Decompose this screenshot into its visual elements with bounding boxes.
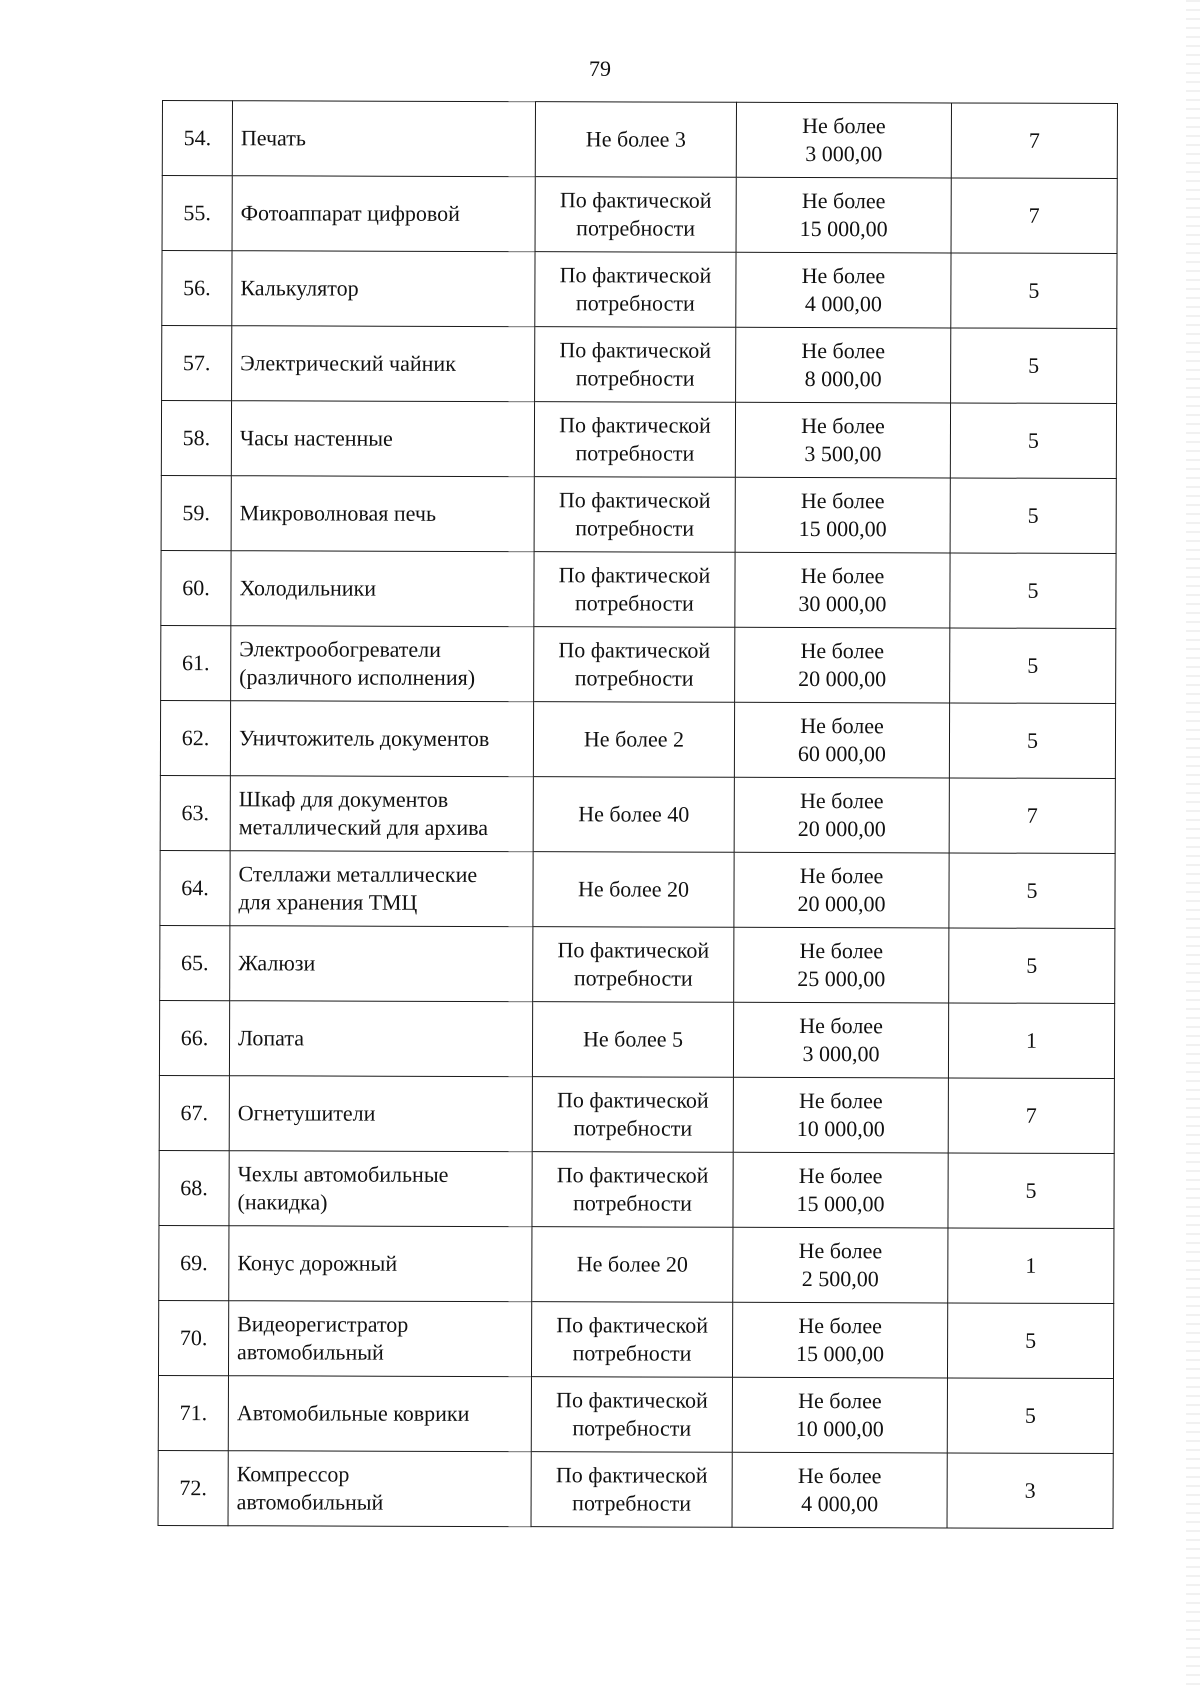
item-quantity-line: По фактической [559,187,712,213]
table-row [160,850,1115,928]
item-price [734,702,949,778]
item-price-line: 15 000,00 [799,216,888,242]
item-quantity-line: По фактической [558,562,711,588]
item-quantity-line: потребности [575,440,695,466]
item-price-line: 15 000,00 [796,1340,885,1367]
item-quantity [531,1302,732,1378]
item-quantity [532,1152,733,1228]
item-price [734,852,949,928]
row-number: 64. [160,850,230,925]
item-price-line: Не более [799,788,884,814]
item-term: 5 [949,853,1115,929]
item-name [231,476,534,552]
item-quantity [534,402,735,478]
item-name-line: Конус дорожный [237,1250,398,1276]
table-body [158,101,1117,1529]
item-name [228,1301,531,1377]
item-name-line: Автомобильные коврики [236,1400,470,1426]
item-name [229,1151,532,1227]
item-name-line: Фотоаппарат цифровой [240,200,461,226]
item-price-line: Не более [801,338,886,364]
table-row [158,1300,1113,1378]
item-quantity [533,777,734,853]
table-row [162,176,1117,254]
item-price-line: Не более [802,113,886,139]
item-quantity [532,1077,733,1153]
item-name-line: (накидка) [237,1189,328,1215]
item-price [736,177,951,253]
item-term: 5 [950,403,1116,479]
item-quantity [532,1227,733,1303]
page-number: 79 [589,56,611,81]
item-price-line: 3 000,00 [802,1041,880,1067]
row-number: 66. [159,1000,229,1075]
item-price-line: 3 500,00 [804,441,882,467]
table-row [160,775,1115,853]
item-term: 5 [948,1153,1114,1229]
item-name [230,926,533,1002]
item-quantity-line: По фактической [556,1162,709,1188]
item-quantity-line: По фактической [558,487,711,513]
item-quantity-line: потребности [574,590,694,616]
item-price-line: Не более [798,1163,883,1189]
item-price-line: Не более [799,863,884,889]
item-price [736,327,951,403]
row-number: 60. [161,550,231,625]
item-quantity-line: По фактической [559,337,712,363]
item-price [733,1227,948,1303]
item-name-line: Лопата [238,1025,305,1051]
item-quantity-line: По фактической [556,1087,709,1113]
row-number: 72. [158,1450,228,1525]
item-name [229,1076,532,1152]
table-row [158,1450,1113,1528]
item-price-line: 15 000,00 [796,1190,885,1217]
item-name-line: Печать [240,125,306,151]
item-price-line: Не более [797,1463,882,1489]
table-row [159,1000,1114,1078]
item-price-line: 20 000,00 [798,666,887,692]
item-quantity-line: потребности [575,365,695,391]
item-price-line: 30 000,00 [798,591,887,617]
item-name-line: автомобильный [236,1489,384,1515]
item-quantity-line: потребности [572,1490,692,1516]
item-quantity-line: потребности [576,215,696,241]
item-quantity [531,1377,732,1453]
item-price-line: 2 500,00 [801,1266,879,1292]
row-number: 57. [162,326,232,401]
item-price-line: 10 000,00 [795,1415,884,1442]
item-price-line: Не более [799,1013,883,1039]
item-name-line: Калькулятор [240,275,359,301]
item-term: 5 [951,253,1117,329]
item-price-line: 4 000,00 [801,1491,879,1517]
row-number: 54. [162,101,232,176]
item-term: 5 [950,478,1116,554]
item-name-line: Компрессор [236,1461,350,1487]
item-name [230,701,533,777]
item-price-line: Не более [798,1388,882,1414]
item-price [733,1077,948,1153]
item-price-line: Не более [801,188,886,214]
table-row [161,625,1116,703]
item-name-line: Микроволновая печь [239,500,437,526]
item-price-line: 20 000,00 [797,816,886,842]
item-name [228,1376,531,1452]
item-term: 7 [948,1078,1114,1154]
item-price-line: 10 000,00 [796,1115,885,1142]
item-quantity-line: потребности [575,515,695,541]
item-term: 7 [951,178,1117,254]
item-price [733,1002,948,1078]
item-term: 5 [947,1378,1113,1454]
item-price-line: 8 000,00 [804,366,882,392]
row-number: 71. [158,1375,228,1450]
row-number: 65. [160,925,230,1000]
item-name-line: Жалюзи [238,950,316,976]
item-term: 5 [949,703,1115,779]
item-quantity [532,1002,733,1078]
item-quantity-line: По фактической [559,412,711,438]
item-quantity [533,702,734,778]
item-quantity-line: По фактической [557,937,710,963]
item-term: 5 [949,928,1115,1004]
item-quantity [533,852,734,928]
item-quantity [535,327,736,403]
row-number: 62. [160,700,230,775]
table-row [161,475,1116,553]
item-price-line: Не более [800,563,885,589]
row-number: 67. [159,1075,229,1150]
item-quantity-line: потребности [573,1115,693,1141]
item-quantity-line: Не более 5 [582,1026,684,1052]
item-quantity-line: потребности [572,1340,692,1366]
item-price-line: Не более [798,1238,883,1264]
item-term: 5 [950,628,1116,704]
item-price [736,102,951,178]
item-quantity-line: По фактической [556,1387,708,1413]
item-quantity-line: потребности [573,1190,692,1216]
item-name [229,1226,532,1302]
item-name [230,776,533,852]
item-quantity-line: потребности [574,665,694,691]
item-quantity-line: Не более 2 [583,726,685,752]
item-price-line: Не более [800,713,884,739]
table-row [162,251,1117,329]
item-price [732,1302,947,1378]
item-name [231,626,534,702]
item-price [734,927,949,1003]
item-quantity-line: Не более 40 [578,801,690,827]
item-quantity-line: Не более 20 [577,876,690,902]
item-price-line: 25 000,00 [797,966,886,992]
table-row [160,700,1115,778]
item-price-line: 3 000,00 [805,141,883,167]
row-number: 68. [159,1150,229,1225]
item-price-line: Не более [801,413,885,439]
item-name [232,101,535,177]
item-name-line: автомобильный [237,1339,384,1365]
row-number: 69. [159,1225,229,1300]
item-price-line: Не более [799,938,884,964]
item-quantity [535,177,736,253]
item-price-line: 20 000,00 [797,891,886,917]
item-term: 1 [948,1228,1114,1304]
item-term: 7 [951,103,1117,179]
table-row [161,401,1116,479]
row-number: 61. [161,625,231,700]
item-quantity-line: потребности [573,965,693,991]
item-quantity-line: По фактической [555,1462,708,1488]
inventory-table [158,100,1118,1529]
table-row [159,1225,1114,1303]
item-quantity [533,927,734,1003]
table-row [162,326,1117,404]
table-row [160,925,1115,1003]
item-name [231,551,534,627]
row-number: 58. [161,401,231,476]
table-row [158,1375,1113,1453]
item-price [735,477,950,553]
item-price [735,402,950,478]
item-name [228,1451,531,1527]
item-term: 5 [951,328,1117,404]
item-quantity [535,252,736,328]
item-price-line: 4 000,00 [804,291,882,317]
item-quantity-line: По фактической [559,262,712,288]
item-name-line: Огнетушители [237,1100,376,1126]
table-row [162,101,1117,179]
item-term: 7 [949,778,1115,854]
row-number: 56. [162,251,232,326]
item-price-line: Не более [801,263,886,289]
item-quantity-line: Не более 3 [585,126,686,152]
item-price-line: Не более [798,1313,882,1339]
item-quantity [534,477,735,553]
item-name [232,326,535,402]
item-name-line: Электрический чайник [240,350,456,376]
item-term: 5 [950,553,1116,629]
item-price [734,777,949,853]
item-quantity-line: По фактической [558,637,711,663]
item-quantity [531,1452,732,1528]
item-term: 5 [947,1303,1113,1379]
item-price-line: 60 000,00 [797,741,886,767]
item-name-line: Шкаф для документов [238,786,449,812]
item-price-line: Не более [799,1088,883,1114]
item-name-line: (различного исполнения) [239,664,476,690]
row-number: 63. [160,775,230,850]
item-name [232,251,535,327]
item-price [735,552,950,628]
table-row [161,550,1116,628]
scan-edge [1186,0,1200,1686]
item-price [732,1452,947,1528]
item-name-line: для хранения ТМЦ [238,889,418,915]
item-quantity-line: потребности [575,290,695,316]
item-name-line: Стеллажи металлические [238,861,478,887]
item-name [229,1001,532,1077]
item-name-line: металлический для архива [238,814,489,841]
item-quantity-line: потребности [572,1415,692,1441]
item-name [230,851,533,927]
table-row [159,1150,1114,1228]
item-price [735,627,950,703]
item-quantity-line: По фактической [556,1312,709,1338]
item-name [232,176,535,252]
item-quantity [534,627,735,703]
item-price [732,1377,947,1453]
item-price [736,252,951,328]
item-name-line: Видеорегистратор [237,1311,409,1337]
item-name-line: Электрообогреватели [239,636,441,662]
row-number: 70. [158,1300,228,1375]
row-number: 59. [161,475,231,550]
item-term: 1 [948,1003,1114,1079]
item-name-line: Холодильники [239,575,377,601]
item-quantity [535,102,736,178]
item-quantity [534,552,735,628]
item-name-line: Часы настенные [239,425,393,451]
item-name-line: Чехлы автомобильные [237,1161,449,1187]
row-number: 55. [162,176,232,251]
item-price-line: Не более [800,488,885,514]
item-price-line: 15 000,00 [798,516,887,542]
item-term: 3 [947,1453,1113,1529]
item-name [231,401,534,477]
item-name-line: Уничтожитель документов [238,725,490,752]
item-price [733,1152,948,1228]
item-price-line: Не более [800,638,885,664]
table-row [159,1075,1114,1153]
item-quantity-line: Не более 20 [576,1251,688,1277]
